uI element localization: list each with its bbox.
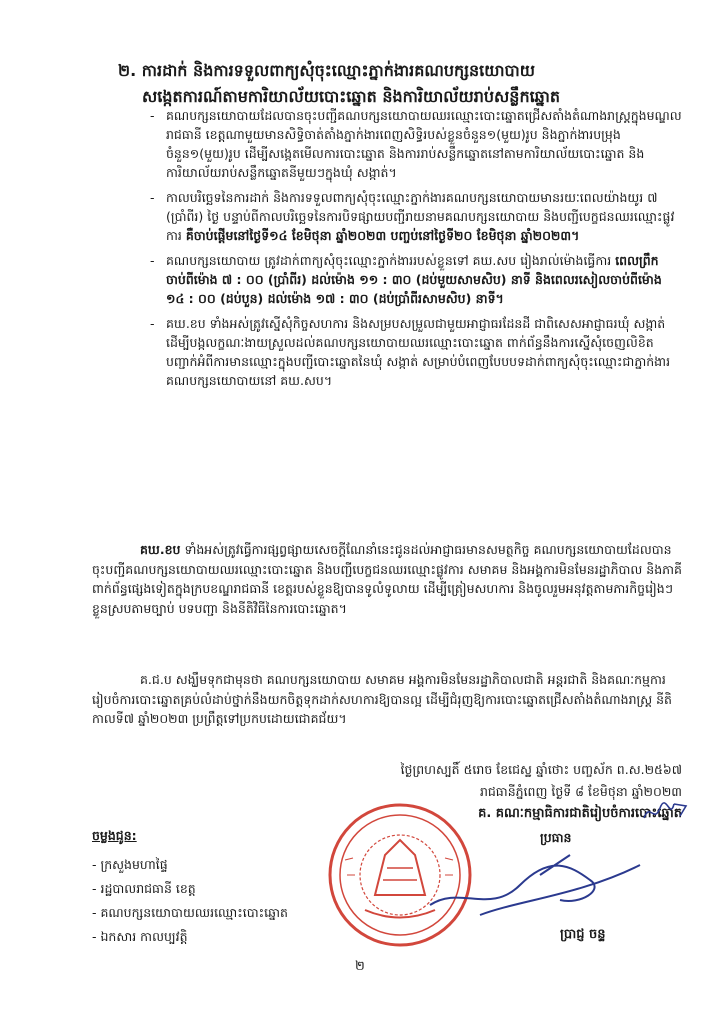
- signer-name: ប្រាជ្ញ ចន្ទ: [560, 927, 606, 942]
- paragraph-dissemination: [92, 540, 682, 618]
- bullet-text: កាលបរិច្ឆេទនៃការដាក់ និងការទទួលពាក្យសុំចុះឈ្មោះភ្នាក់ងារគណបក្សនយោបាយមានរយៈពេលយ៉ាងយូរ ៧ (ប្រាំពីរ) ថ្ងៃ បន្ទាប់ពីកាលបរិច្ឆេទនៃការបិទផ្សាយបញ្ជីរាយនាមគណបក្សនយោបាយ និងបញ្ជីបេក្ខជនឈរឈ្មោះផ្លូវការ: [166, 190, 675, 243]
- cc-item: - រដ្ឋបាលរាជធានី ខេត្ត: [92, 881, 196, 896]
- cc-item: - ឯកសារ កាលប្បវត្តិ: [92, 929, 188, 944]
- paragraph-closing: [92, 670, 682, 729]
- cc-item: - ក្រសួងមហាផ្ទៃ: [92, 857, 168, 872]
- paragraph-text: គ.ជ.ប សង្ឃឹមទុកជាមុនថា គណបក្សនយោបាយ សមាគម អង្គការមិនមែនរដ្ឋាភិបាលជាតិ អន្តរជាតិ និងគណៈកម្មការរៀបចំការបោះឆ្នោតគ្រប់លំដាប់ថ្នាក់នឹងយកចិត្តទុកដាក់សហការឱ្យបានល្អ ដើម្បីជំរុញឱ្យការបោះឆ្នោតជ្រើសតាំងតំណាងរាស្ត្រ នីតិកាលទី៧ ឆ្នាំ២០២៣ ប្រព្រឹត្តទៅប្រកបដោយជោគជ័យ។: [92, 672, 672, 726]
- bullet-bold-text: ពេលព្រឹកចាប់ពីម៉ោង ៧ : ០០ (ប្រាំពីរ) ដល់ម៉ោង ១១ : ៣០ (ដប់មួយសាមសិប) នាទី និងពេលរសៀលចាប់ពីម៉ោង ១៤ : ០០ (ដប់បួន) ដល់ម៉ោង ១៧ : ៣០ (ដប់ប្រាំពីរសាមសិប) នាទី។: [166, 253, 662, 306]
- page-number: ២: [355, 959, 365, 974]
- copy-recipients: [92, 828, 288, 949]
- bullet-text: គឃ.ខប ទាំងអស់ត្រូវស្នើសុំកិច្ចសហការ និងសម្របសម្រួលជាមួយអាជ្ញាធរដែនដី ជាពិសេសអាជ្ញាធរឃុំ សង្កាត់ ដើម្បីបង្កលក្ខណៈងាយស្រួលដល់គណបក្សនយោបាយឈរឈ្មោះបោះឆ្នោត ពាក់ព័ន្ធនឹងការស្នើសុំចេញលិខិតបញ្ជាក់អំពីការមានឈ្មោះក្នុងបញ្ជីបោះឆ្នោតនៃឃុំ សង្កាត់ សម្រាប់បំពេញបែបបទដាក់ពាក្យសុំចុះឈ្មោះជាភ្នាក់ងារគណបក្សនយោបាយនៅ គឃ.សប។: [166, 316, 671, 388]
- section-heading: [118, 58, 678, 110]
- solar-date-line: រាជធានីភ្នំពេញ ថ្ងៃទី ៨ ខែមិថុនា ឆ្នាំ២០២៣: [479, 784, 682, 799]
- bullet-item: [148, 106, 683, 182]
- paragraph-text: ទាំងអស់ត្រូវធ្វើការផ្សព្វផ្សាយសេចក្ដីណែនាំនេះជូនដល់អាជ្ញាធរមានសមត្ថកិច្ច គណបក្សនយោបាយដែលបានចុះបញ្ជីគណបក្សនយោបាយឈរឈ្មោះបោះឆ្នោត និងបញ្ជីបេក្ខជនឈរឈ្មោះផ្លូវការ សមាគម និងអង្គការមិនមែនរដ្ឋាភិបាល និងភាគីពាក់ព័ន្ធផ្សេងទៀតក្នុងក្របខណ្ឌរាជធានី ខេត្តរបស់ខ្លួនឱ្យបានទូលំទូលាយ ដើម្បីត្រៀមសហការ និងចូលរួមអនុវត្តតាមភារកិច្ចរៀងៗខ្លួនស្របតាមច្បាប់ បទបញ្ជា និងនីតិវិធីនៃការបោះឆ្នោត។: [92, 542, 682, 616]
- bullet-text: គណបក្សនយោបាយ ត្រូវដាក់ពាក្យសុំចុះឈ្មោះភ្នាក់ងាររបស់ខ្លួនទៅ គឃ.សប រៀងរាល់ម៉ោងធ្វើការ: [166, 253, 616, 268]
- bullet-item: [148, 314, 683, 390]
- paragraph-lead: គឃ.ខប: [140, 542, 181, 557]
- initial-signature: [640, 798, 690, 826]
- lunar-date-line: ថ្ងៃព្រហស្បតិ៍ ៥រោច ខែជេស្ឋ ឆ្នាំថោះ បញ្ចស័ក ព.ស.២៥៦៧: [400, 762, 682, 777]
- bullet-text: គណបក្សនយោបាយដែលបានចុះបញ្ជីគណបក្សនយោបាយឈរឈ្មោះបោះឆ្នោតជ្រើសតាំងតំណាងរាស្ត្រក្នុងមណ្ឌលរាជធានី ខេត្តណាមួយមានសិទ្ធិចាត់តាំងភ្នាក់ងារពេញសិទ្ធិរបស់ខ្លួនចំនួន១(មួយ)រូប និងភ្នាក់ងារបម្រុងចំនួន១(មួយ)រូប ដើម្បីសង្កេតមើលការបោះឆ្នោត និងការរាប់សន្លឹកឆ្នោតនៅតាមការិយាល័យបោះឆ្នោត និងការិយាល័យរាប់សន្លឹកឆ្នោតនីមួយៗក្នុងឃុំ សង្កាត់។: [166, 108, 682, 180]
- heading-line-2: សង្កេតការណ៍តាមការិយាល័យបោះឆ្នោត និងការិយាល័យរាប់សន្លឹកឆ្នោត: [142, 87, 561, 106]
- bullet-list: [148, 106, 683, 396]
- cc-item: - គណបក្សនយោបាយឈរឈ្មោះបោះឆ្នោត: [92, 905, 288, 920]
- president-signature: [420, 845, 650, 925]
- organization-name: គ. គណៈកម្មាធិការជាតិរៀបចំការបោះឆ្នោត: [478, 806, 682, 821]
- heading-line-1: ២. ការដាក់ និងការទទួលពាក្យសុំចុះឈ្មោះភ្នាក់ងារគណបក្សនយោបាយ: [118, 61, 535, 80]
- cc-title: ចម្លងជូន:: [92, 828, 137, 843]
- bullet-item: [148, 251, 683, 308]
- president-label: ប្រធាន: [540, 830, 572, 845]
- bullet-bold-text: គឺចាប់ផ្ដើមនៅថ្ងៃទី១៤ ខែមិថុនា ឆ្នាំ២០២៣ បញ្ចប់នៅថ្ងៃទី២០ ខែមិថុនា ឆ្នាំ២០២៣។: [185, 228, 580, 243]
- bullet-item: [148, 188, 683, 245]
